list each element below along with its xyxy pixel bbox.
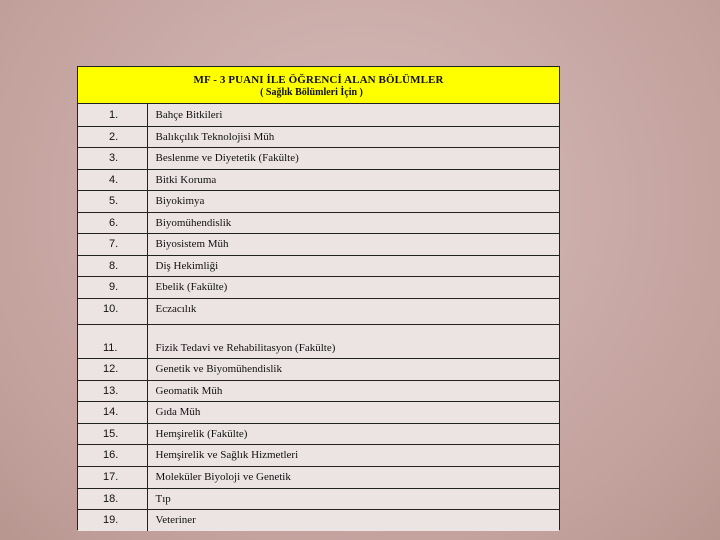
department-name: Biyomühendislik [147,212,559,233]
table-row [78,466,559,488]
row-number: 1. [78,104,147,126]
table-row [78,212,559,233]
table-row [78,509,559,531]
department-name: Geomatik Müh [147,380,559,401]
table-row [78,298,559,324]
table-row [78,276,559,298]
departments-table [77,66,560,530]
table-row [78,147,559,169]
row-number: 2. [78,126,147,147]
department-name: Eczacılık [147,298,559,324]
table-row [78,444,559,466]
department-name: Gıda Müh [147,401,559,423]
row-number: 8. [78,255,147,276]
row-number: 4. [78,169,147,190]
table-row [78,401,559,423]
department-name: Ebelik (Fakülte) [147,276,559,298]
table-row [78,233,559,255]
row-number: 10. [78,298,147,324]
row-number: 14. [78,401,147,423]
row-number: 13. [78,380,147,401]
department-name: Bahçe Bitkileri [147,104,559,126]
table-row [78,380,559,401]
row-number: 6. [78,212,147,233]
table-row [78,324,559,358]
department-name: Hemşirelik ve Sağlık Hizmetleri [147,444,559,466]
table-subtitle: ( Sağlık Bölümleri İçin ) [260,87,363,98]
row-number: 5. [78,190,147,212]
table-row [78,358,559,380]
department-name: Veteriner [147,509,559,531]
departments-list [78,104,559,531]
department-name: Biyokimya [147,190,559,212]
row-number: 17. [78,466,147,488]
row-number: 16. [78,444,147,466]
table-title: MF - 3 PUANI İLE ÖĞRENCİ ALAN BÖLÜMLER [193,74,444,86]
department-name: Tıp [147,488,559,509]
department-name: Balıkçılık Teknolojisi Müh [147,126,559,147]
table-row [78,423,559,444]
department-name: Diş Hekimliği [147,255,559,276]
department-name: Beslenme ve Diyetetik (Fakülte) [147,147,559,169]
row-number: 11. [78,324,147,358]
table-row [78,488,559,509]
table-header [78,67,559,104]
department-name: Moleküler Biyoloji ve Genetik [147,466,559,488]
department-name: Fizik Tedavi ve Rehabilitasyon (Fakülte) [147,324,559,358]
table-row [78,126,559,147]
table-row [78,255,559,276]
row-number: 3. [78,147,147,169]
table-row [78,169,559,190]
row-number: 9. [78,276,147,298]
row-number: 19. [78,509,147,531]
table-row [78,190,559,212]
row-number: 18. [78,488,147,509]
row-number: 15. [78,423,147,444]
department-name: Bitki Koruma [147,169,559,190]
row-number: 7. [78,233,147,255]
department-name: Hemşirelik (Fakülte) [147,423,559,444]
department-name: Genetik ve Biyomühendislik [147,358,559,380]
department-name: Biyosistem Müh [147,233,559,255]
table-row [78,104,559,126]
row-number: 12. [78,358,147,380]
